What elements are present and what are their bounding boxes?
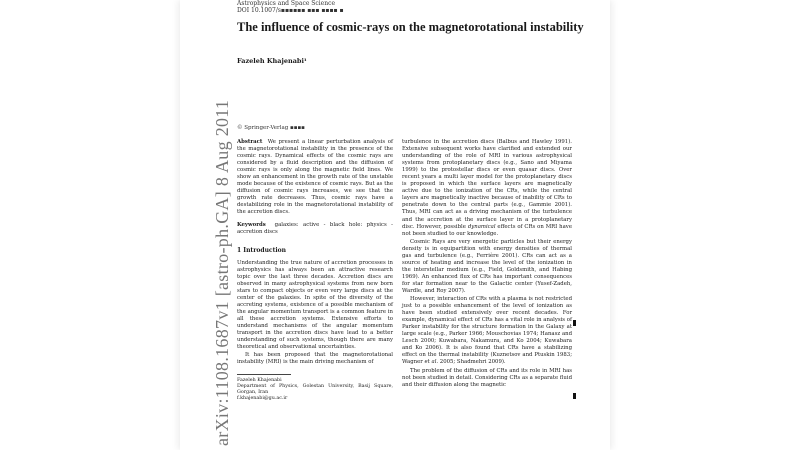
footnote-affiliation: Department of Physics, Golestan University, Basij Square, Gorgan, Iran [237,384,393,396]
right-p3-emphasis: et al. [424,359,439,366]
right-p1-emphasis: dynamical [467,223,496,230]
right-paragraph-1 [402,139,572,238]
abstract-text: We present a linear perturbation analysis of the magnetorotational instability in the presence of the cosmic rays. Dynamical effects of the cosmic rays are considered by a fluid description and the diffusion of cosmic rays is only along the magnetic field lines. We show an enhancement in the growth rate of the unstable mode because of the existence of cosmic rays. But as the diffusion of cosmic rays increases, we see that the growth rate decreases. Thus, cosmic rays have a destabilizing role in the magnetorotational instability of the accretion discs. [237,139,393,216]
right-paragraph-2: Cosmic Rays are very energetic particles but their energy density is in equipartition with energy densities of thermal gas and turbulence (e.g., Ferrière 2001). CRs can act as a source of heating and increase the level of the ionization in the interstellar medium (e.g., Field, Goldsmith, and Habing 1969). An enhanced flux of CRs has important consequences for star formation near to the Galactic center (Yusef-Zadeh, Wardle, and Roy 2007). [402,238,572,294]
footnote [237,378,393,402]
text-cursor-marker [573,393,576,399]
journal-header [237,0,344,14]
keywords-label: Keywords [237,221,266,228]
right-column [402,139,572,390]
keywords-text: galaxies: active - black hole: physics - accretion discs [237,221,393,235]
journal-doi[interactable]: DOI 10.1007/s▪▪▪▪▪▪ ▪▪▪ ▪▪▪▪ ▪ [237,7,344,14]
abstract [237,139,393,217]
arxiv-identifier[interactable]: arXiv:1108.1687v1 [astro-ph.GA] 8 Aug 2011 [212,99,232,446]
text-cursor-marker [573,320,576,326]
keywords [237,222,393,236]
author-name: Fazeleh Khajenabi¹ [237,57,307,65]
footnote-author: Fazeleh Khajenabi [237,378,282,384]
footnote-divider [237,374,291,375]
section-heading-introduction: 1 Introduction [237,246,286,254]
publisher-copyright: © Springer-Verlag ▪▪▪▪ [237,125,305,131]
journal-name: Astrophysics and Space Science [237,0,335,7]
abstract-label: Abstract [237,139,263,145]
right-paragraph-4: The problem of the diffusion of CRs and its role in MRI has not been studied in detail. Considering CRs as a separate fluid and their diffusion along the magnetic [402,367,572,388]
right-p3-text-a: However, interaction of CRs with a plasma is not restricted just to a possible enhancement of the level of ionization as have been studied extensively over recent decades. For example, dynamical effect of CRs has a vital role in analysis of Parker instability for the structure formation in the Galaxy at large scale (e.g., Parker 1966; Mouschovias 1974; Hanasz and Lesch 2000; Kuwabara, Nakamura, and Ko 2004; Kuwabara and Ko 2006). It is also found that CRs have a stabilizing effect on the thermal instability (Kuznetsov and Ptuskin 1983; Wagner [402,296,572,366]
footnote-email[interactable]: f.khajenabi@gu.ac.ir [237,396,288,402]
right-p1-text-b: effects of CRs on MRI have not been studied to our knowledge. [402,223,572,237]
intro-paragraph-1: Understanding the true nature of accretion processes in astrophysics has always been an attractive research topic over the last three decades. Accretion discs are observed in many astrophysical systems from new born stars to compact objects or even very large discs at the center of the galaxies. In spite of the diversity of the accreting systems, existence of a possible mechanism of the angular momentum transport is a common feature in all these accretion systems. Extensive efforts to understand mechanisms of the angular momentum transport in the accretion discs have lead to a better understanding of such systems, though there are many theoretical and observational uncertainties. [237,259,393,351]
right-p3-text-b: 2005; Shadmehri 2009). [438,359,506,366]
intro-paragraph-2: It has been proposed that the magnetorotational instability (MRI) is the main driving mechanism of [237,352,393,366]
left-column [237,139,393,402]
paper-title: The influence of cosmic-rays on the magnetorotational instability [237,20,584,34]
right-paragraph-3 [402,296,572,366]
right-p1-text-a: turbulence in the accretion discs (Balbus and Hawley 1991). Extensive subsequent works have clarified and extended our understanding of the role of MRI in various astrophysical systems from protoplanetary discs (e.g., Sano and Miyama 1999) to the protostellar discs or even quasar discs. Over recent years a multi layer model for the protoplanetary discs is proposed in which the surface layers are magnetically active due to the ionization of the CRs, while the central layers are magnetically inactive because of inability of CRs to penetrate down to the central parts (e.g., Gammie 2001). Thus, MRI can act as a driving mechanism of the turbulence and the accretion at the surface layer in a protoplanetary disc. However, possible [402,139,572,230]
